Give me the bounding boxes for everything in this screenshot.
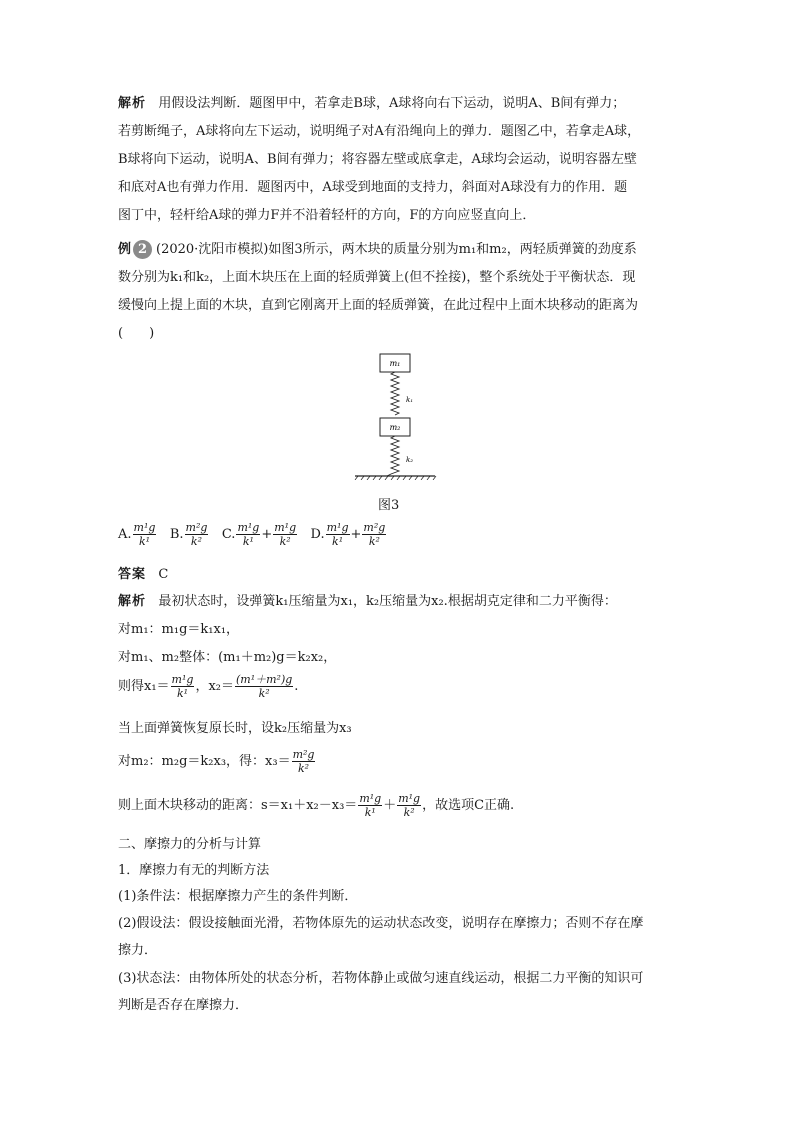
spring-k2-label: k₂ — [406, 456, 414, 464]
analysis-line-4: 和底对A也有弹力作用．题图丙中，A球受到地面的支持力，斜面对A球没有力的作用．题 — [118, 180, 628, 195]
analysis2-eq3: 则得x₁＝ $\frac{\text{m¹g}}{\text{k¹}}$ ，x₂＝ $\frac{\text{(m¹＋m²)g}}{\text{k²}}$ . — [118, 673, 299, 700]
analysis2-eq2: 对m₁、m₂整体：(m₁＋m₂)g＝k₂x₂， — [118, 650, 337, 665]
figure-caption: 图3 — [378, 498, 400, 513]
option-c-fraction-2: $\frac{\text{m¹g}}{\text{k²}}$ — [274, 521, 297, 548]
answer-label: 答案 — [118, 567, 147, 582]
analysis-line-2: 若剪断绳子，A球将向左下运动，说明绳子对A有沿绳向上的弹力．题图乙中，若拿走A球， — [118, 124, 641, 139]
spring-k1-label: k₁ — [406, 396, 414, 404]
option-b-label: B. — [169, 527, 184, 542]
analysis-line-5: 图丁中，轻杆给A球的弹力F并不沿着轻杆的方向，F的方向应竖直向上． — [118, 208, 536, 223]
option-b-fraction: $\frac{\text{m²g}}{\text{k²}}$ — [185, 521, 208, 548]
example-number-badge: 2 — [133, 240, 152, 259]
answer-line — [118, 566, 168, 584]
eq3-fraction-2: $\frac{\text{(m¹＋m²)g}}{\text{k²}}$ — [235, 673, 293, 700]
example-line-3: 缓慢向上提上面的木块，直到它刚离开上面的轻质弹簧，在此过程中上面木块移动的距离为 — [118, 298, 639, 313]
method-1: (1)条件法：根据摩擦力产生的条件判断． — [118, 889, 358, 904]
example-line-4: ( ) — [118, 326, 155, 341]
option-c-fraction-1: $\frac{\text{m¹g}}{\text{k¹}}$ — [237, 521, 260, 548]
answer-value: C — [158, 567, 169, 582]
answer-options: A. $\frac{\text{m¹g}}{\text{k¹}}$ B. $\frac{\text{m²g}}{\text{k²}}$ C. $\frac{\text{m¹g}}{\text{k¹}}$ + $\frac{\text{m¹g}}{\text{k²}}$ D. $\frac{\text{m¹g}}{\text{k¹}}$ + $\frac{\text{m²g}}{\text{k²}}$ — [118, 521, 386, 548]
eq6-fraction-1: $\frac{\text{m¹g}}{\text{k¹}}$ — [359, 792, 382, 819]
block-m1-label: m₁ — [389, 359, 401, 368]
analysis2-eq6: 则上面木块移动的距离：s＝x₁＋x₂－x₃＝ $\frac{\text{m¹g}}{\text{k¹}}$ ＋ $\frac{\text{m¹g}}{\text{k²}}$ ，故选项C正确. — [118, 792, 515, 819]
analysis2-eq4: 当上面弹簧恢复原长时，设k₂压缩量为x₃ — [118, 721, 352, 736]
analysis2-eq1: 对m₁：m₁g＝k₁x₁， — [118, 622, 240, 637]
block-m2-label: m₂ — [389, 423, 401, 432]
example-line-2: 数分别为k₁和k₂，上面木块压在上面的轻质弹簧上(但不拴接)，整个系统处于平衡状态．现 — [118, 270, 636, 285]
method-2-line-1: (2)假设法：假设接触面光滑，若物体原先的运动状态改变，说明存在摩擦力；否则不存在摩 — [118, 916, 644, 931]
method-3-line-1: (3)状态法：由物体所处的状态分析，若物体静止或做匀速直线运动，根据二力平衡的知识可 — [118, 971, 644, 986]
ground-hatch — [355, 476, 436, 480]
method-3-line-2: 判断是否存在摩擦力． — [118, 998, 249, 1013]
spring-k1 — [391, 372, 399, 415]
option-a-fraction: $\frac{\text{m¹g}}{\text{k¹}}$ — [133, 521, 156, 548]
example-line-1: 例 2 (2020·沈阳市模拟)如图3所示，两木块的质量分别为m₁和m₂，两轻质弹簧的劲度系 — [118, 242, 637, 257]
example-block — [118, 236, 678, 348]
analysis-line-1: 解析 用假设法判断．题图甲中，若拿走B球，A球将向右下运动，说明A、B间有弹力； — [118, 96, 626, 111]
analysis2-label: 解析 — [118, 594, 147, 609]
analysis2-eq5: 对m₂：m₂g＝k₂x₃，得：x₃＝ $\frac{\text{m²g}}{\text{k²}}$ — [118, 748, 315, 775]
eq3-fraction-1: $\frac{\text{m¹g}}{\text{k¹}}$ — [171, 673, 194, 700]
option-a-label: A. — [118, 527, 132, 542]
method-2-line-2: 擦力． — [118, 943, 158, 958]
spring-figure — [350, 350, 440, 480]
analysis-line-3: B球将向下运动，说明A、B间有弹力；将容器左壁或底拿走，A球均会运动，说明容器左壁 — [118, 152, 637, 167]
eq5-fraction: $\frac{\text{m²g}}{\text{k²}}$ — [292, 748, 315, 775]
analysis2-intro: 解析 最初状态时，设弹簧k₁压缩量为x₁，k₂压缩量为x₂.根据胡克定律和二力平衡得： — [118, 594, 617, 609]
option-d-fraction-2: $\frac{\text{m²g}}{\text{k²}}$ — [363, 521, 386, 548]
eq6-fraction-2: $\frac{\text{m¹g}}{\text{k²}}$ — [398, 792, 421, 819]
spring-k2 — [387, 436, 399, 476]
example-label: 例 — [118, 242, 132, 257]
option-d-fraction-1: $\frac{\text{m¹g}}{\text{k¹}}$ — [326, 521, 349, 548]
option-d-label: D. — [310, 527, 325, 542]
analysis-label: 解析 — [118, 96, 147, 111]
analysis-block-1 — [118, 90, 678, 230]
section-title: 二、摩擦力的分析与计算 — [118, 837, 262, 852]
option-c-label: C. — [221, 527, 236, 542]
section-subtitle: 1．摩擦力有无的判断方法 — [118, 863, 270, 878]
